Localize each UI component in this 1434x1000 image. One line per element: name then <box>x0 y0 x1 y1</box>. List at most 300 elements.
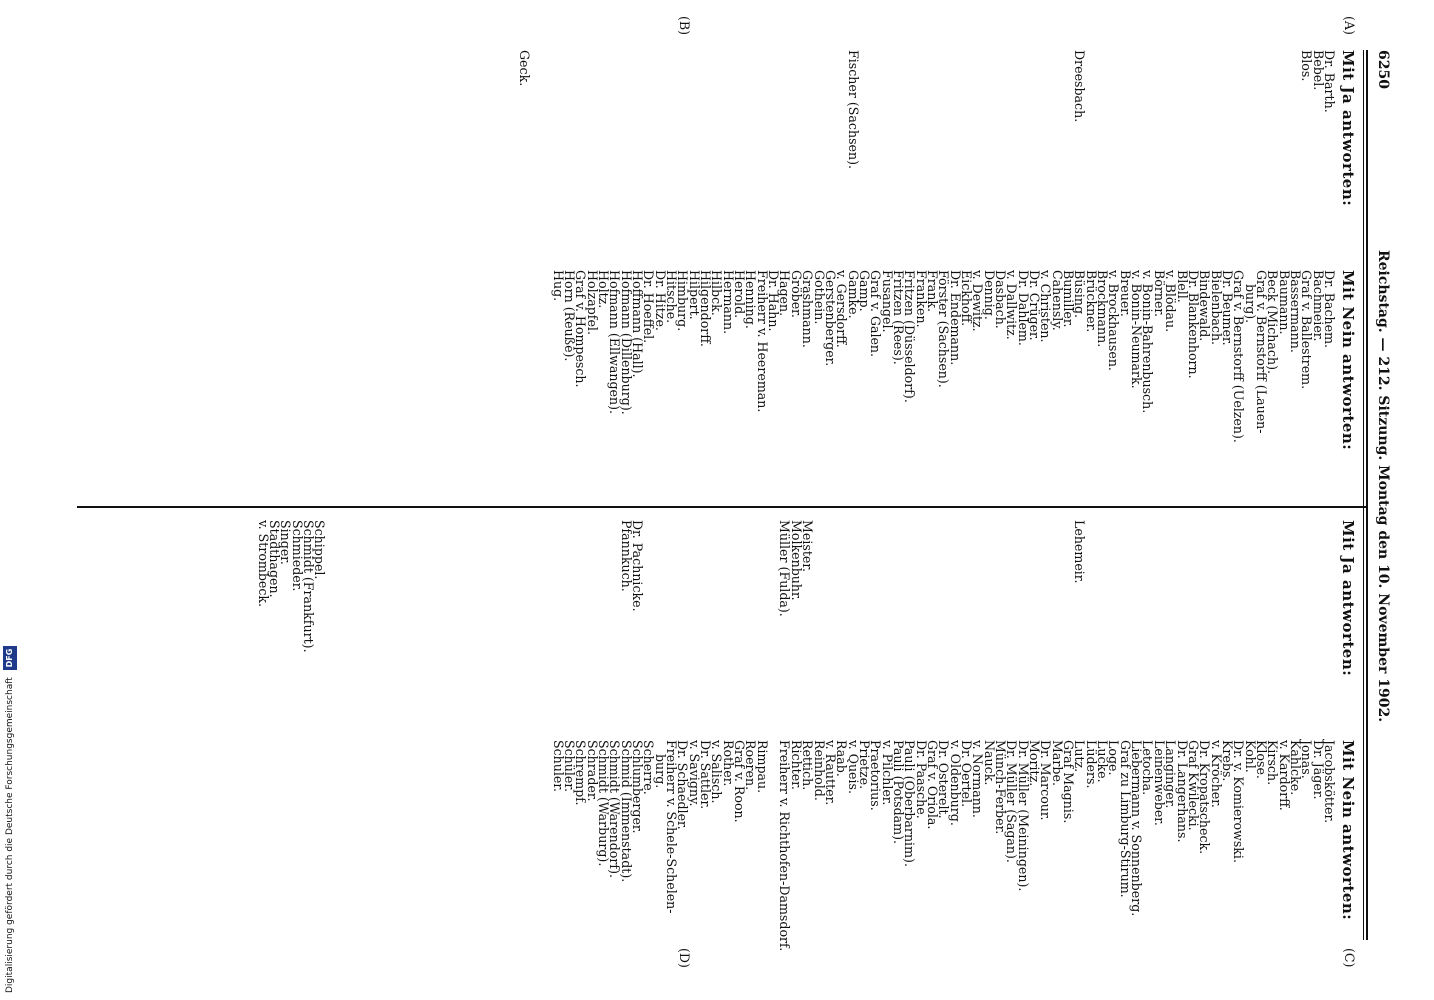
right-nein-name-entry: Graf zu Limburg-Stirum. <box>1117 740 1133 898</box>
left-nein-name-entry: Dr. Hitze. <box>652 270 668 331</box>
right-nein-name-entry: Freiherr v. Schele-Schelen- <box>664 740 680 914</box>
right-ja-name-entry <box>836 520 847 653</box>
right-nein-name-entry: Marbe. <box>1049 740 1065 786</box>
right-nein-name-entry: Loge. <box>1106 740 1122 776</box>
right-ja-name-entry <box>1154 520 1165 653</box>
right-nein-name-entry: Freiherr v. Richthofen-Damsdorf. <box>777 740 793 952</box>
left-nein-name-entry: Fritzen (Rees). <box>890 270 906 365</box>
left-ja-name-entry <box>768 50 779 169</box>
right-nein-name-entry: Dr. Schaedler. <box>675 740 691 830</box>
left-ja-name-entry <box>541 50 552 169</box>
right-nein-name-entry: Graf Kwilecki. <box>1185 740 1201 831</box>
right-ja-name-entry <box>496 520 507 653</box>
right-ja-name-entry <box>1267 520 1278 653</box>
left-ja-name-entry <box>1233 50 1244 169</box>
right-nein-name-entry: Schmidt (Warburg). <box>596 740 611 867</box>
right-nein-name-entry: Leinenweber. <box>1151 740 1167 826</box>
left-nein-name-entry: Dr. Hahn. <box>766 270 782 332</box>
left-ja-name-entry <box>1029 50 1040 169</box>
left-nein-name-entry: Dr. Dahlem. <box>1015 270 1031 346</box>
right-ja-name-entry <box>382 520 393 653</box>
left-nein-name-entry: Hug. <box>550 270 566 302</box>
left-ja-name-entry <box>654 50 665 169</box>
left-ja-name-entry <box>915 50 926 169</box>
left-ja-name-entry <box>870 50 881 169</box>
right-nein-name-entry: burg. <box>652 754 668 789</box>
left-ja-name-entry: Geck. <box>516 50 532 87</box>
right-nein-name-entry: Dr. Müller (Meiningen). <box>1015 740 1031 892</box>
right-nein-name-entry: Dr. Marcour. <box>1038 740 1054 821</box>
left-nein-name-entry: Gamp. <box>856 270 872 312</box>
right-nein-name-entry: Lutz. <box>1072 740 1088 773</box>
left-ja-name-entry <box>972 50 983 169</box>
right-nein-name-entry: Kahlcke. <box>1287 740 1303 796</box>
left-ja-name-entry <box>802 50 813 169</box>
left-nein-name-entry: Börner. <box>1151 270 1167 318</box>
left-nein-name-entry: Hitsche. <box>664 270 680 324</box>
left-ja-name-entry <box>552 50 563 169</box>
right-nein-name-entry: v. Savigny. <box>686 740 702 807</box>
left-nein-name-entry: Dr. Blankenhorn. <box>1185 270 1201 379</box>
right-ja-name-entry: Lehemeir. <box>1072 520 1088 584</box>
right-ja-name-entry <box>915 520 926 653</box>
right-nein-name-entry: v. Pilchler. <box>879 740 895 806</box>
right-ja-name-entry <box>1312 520 1323 653</box>
right-nein-name-entry: Schrempf. <box>573 740 589 806</box>
left-ja-name-entry <box>1119 50 1130 169</box>
right-ja-name-entry <box>1165 520 1176 653</box>
right-ja-name-entry <box>1051 520 1062 653</box>
right-nein-name-entry: Lucke. <box>1095 740 1111 783</box>
right-ja-name-entry <box>507 520 518 653</box>
right-ja-name-entry <box>530 520 541 653</box>
header-rule <box>1366 50 1368 940</box>
right-nein-name-entry: Reinhold. <box>811 740 827 801</box>
right-nein-name-entry: Rother. <box>720 740 736 787</box>
left-ja-name-entry <box>1154 50 1165 169</box>
right-ja-name-entry <box>756 520 767 653</box>
left-ja-name-entry <box>677 50 688 169</box>
left-nein-name-entry: Brockmann. <box>1095 270 1111 348</box>
left-nein-name-entry: Brückner. <box>1083 270 1099 333</box>
left-nein-name-entry: Franken. <box>913 270 929 328</box>
left-nein-name-entry: Hermann. <box>720 270 736 335</box>
right-nein-name-entry: Langinger. <box>1163 740 1179 809</box>
left-nein-name-entry: Dr. Hoeffel. <box>641 270 657 344</box>
right-nein-name-entry: Prietze. <box>856 740 872 790</box>
right-ja-name-entry <box>371 520 382 653</box>
right-nein-name-entry: Pauli (Oberbarnim). <box>902 740 918 867</box>
right-nein-name-entry: Schuler. <box>550 740 566 793</box>
left-nein-name-entry: Graf v. Galen. <box>868 270 884 358</box>
right-ja-name-entry <box>439 520 450 653</box>
right-ja-name-entry <box>1188 520 1199 653</box>
right-ja-name-entry: Schmidt (Frankfurt). <box>301 520 317 653</box>
left-nein-name-entry: Dasbach. <box>993 270 1009 329</box>
left-ja-name-entry <box>825 50 836 169</box>
right-ja-name-entry <box>518 520 529 653</box>
left-ja-name-entry <box>722 50 733 169</box>
right-ja-name-entry: Pfannkuch. <box>618 520 634 592</box>
right-ja-name-entry <box>1324 520 1335 653</box>
left-ja-name-entry: Dr. Barth. <box>1322 50 1337 113</box>
left-nein-name-entry: Bumiller. <box>1061 270 1077 328</box>
column-divider <box>77 506 1367 508</box>
left-ja-name-entry <box>791 50 802 169</box>
right-nein-name-entry: v. Kardorff. <box>1276 740 1292 811</box>
left-nein-name-entry: Förster (Sachsen). <box>936 270 952 388</box>
left-ja-name-entry <box>564 50 575 169</box>
left-nein-name-entry: Bielenbach. <box>1208 270 1224 346</box>
right-nein-name-entry: v. Salisch. <box>709 740 725 804</box>
right-nein-name-entry: Schmidt (Warendorf). <box>607 740 623 878</box>
right-ja-name-entry <box>564 520 575 653</box>
right-ja-name-entry <box>983 520 994 653</box>
left-nein-name-entry: Hofmann (Ellwangen). <box>607 270 623 415</box>
right-ja-name-entry <box>722 520 733 653</box>
right-nein-name-entry: v. Rautter. <box>822 740 838 806</box>
right-ja-name-entry <box>1040 520 1051 653</box>
left-nein-name-entry: Cahensly. <box>1049 270 1065 331</box>
right-nein-name-entry: Richter. <box>788 740 804 790</box>
left-nein-name-entry: Eickhoff. <box>959 270 974 327</box>
right-ja-name-entry: Schmieder. <box>289 520 305 592</box>
right-nein-name-entry: Rimpau. <box>754 740 770 794</box>
right-nein-name-entry: Roeren. <box>743 740 759 791</box>
right-ja-name-entry <box>598 520 609 653</box>
left-ja-name-entry <box>620 50 631 169</box>
right-ja-name-entry <box>473 520 484 653</box>
left-nein-name-entry: Beck (Michach). <box>1265 270 1281 374</box>
left-ja-name-entry <box>666 50 677 169</box>
right-nein-heading: Mit Nein antworten: <box>1339 740 1357 921</box>
right-ja-name-entry <box>1006 520 1017 653</box>
right-ja-name-entry <box>1029 520 1040 653</box>
right-ja-name-entry <box>1119 520 1130 653</box>
left-nein-name-entry: v. Bonin-Neumark. <box>1129 270 1145 389</box>
right-ja-name-entry <box>428 520 439 653</box>
right-nein-name-entry: Dr. Jäger. <box>1310 740 1326 800</box>
left-nein-name-entry: v. Christen. <box>1038 270 1054 343</box>
left-ja-name-entry <box>904 50 915 169</box>
left-ja-name-entry <box>1085 50 1096 169</box>
left-ja-name-entry <box>1165 50 1176 169</box>
left-nein-name-entry: v. Brockhausen. <box>1106 270 1122 371</box>
right-nein-name-entry: Liebermann v. Sonnenberg. <box>1129 740 1145 917</box>
right-ja-name-entry <box>949 520 960 653</box>
right-ja-name-entry <box>700 520 711 653</box>
right-ja-name-entry <box>927 520 938 653</box>
right-nein-name-entry: Schrader. <box>584 740 600 802</box>
right-ja-name-entry <box>745 520 756 653</box>
right-ja-name-entry <box>462 520 473 653</box>
left-ja-name-entry <box>1142 50 1153 169</box>
left-nein-name-entry: Bachmeier. <box>1310 270 1326 342</box>
left-ja-name-entry <box>1006 50 1017 169</box>
left-ja-name-entry <box>632 50 643 169</box>
left-ja-list <box>518 50 1335 169</box>
left-nein-name-entry: Hoffmann (Hall). <box>630 270 646 378</box>
margin-marker-a: (A) <box>1342 16 1357 35</box>
left-nein-name-entry: v. Blödau. <box>1163 270 1179 333</box>
right-ja-name-entry <box>1131 520 1142 653</box>
right-ja-name-entry: Schippel. <box>312 520 328 580</box>
right-nein-name-entry: Raab. <box>834 740 850 777</box>
left-ja-name-entry <box>575 50 586 169</box>
left-ja-heading: Mit Ja antworten: <box>1339 50 1357 207</box>
right-ja-name-entry <box>847 520 858 653</box>
left-nein-name-entry: Herold. <box>732 270 748 319</box>
left-nein-name-entry: Fritzen (Düsseldorf). <box>902 270 918 403</box>
right-ja-name-entry <box>893 520 904 653</box>
right-nein-name-entry: Dr. Müller (Sagan). <box>1004 740 1020 863</box>
right-ja-name-entry <box>1176 520 1187 653</box>
right-nein-name-entry: Rettich. <box>800 740 816 791</box>
left-ja-name-entry <box>1040 50 1051 169</box>
page-number: 6250 <box>1375 50 1391 89</box>
right-ja-name-entry <box>938 520 949 653</box>
right-ja-name-entry <box>688 520 699 653</box>
left-ja-name-entry <box>1210 50 1221 169</box>
right-nein-name-entry: Graf v. Roon. <box>732 740 748 823</box>
left-nein-name-entry: Hilbck. <box>709 270 725 316</box>
right-nein-name-entry: Kirsch. <box>1265 740 1281 786</box>
left-nein-name-entry: Hilpert. <box>686 270 702 320</box>
left-nein-name-entry: Gröber. <box>788 270 804 318</box>
left-nein-name-entry: Bindewald. <box>1197 270 1213 342</box>
left-ja-name-entry <box>938 50 949 169</box>
left-nein-name-entry: Horn (Reuße). <box>561 270 577 362</box>
left-nein-name-entry: v. Dallwitz. <box>1004 270 1020 340</box>
right-ja-name-entry <box>1097 520 1108 653</box>
right-nein-name-entry: Dr. Oertel. <box>959 740 974 808</box>
right-nein-name-entry: Moritz. <box>1027 740 1043 787</box>
left-nein-name-entry: Graf v. Bernstorff (Lauen- <box>1253 270 1269 434</box>
left-ja-name-entry <box>1017 50 1028 169</box>
right-nein-name-entry: Münch-Ferber. <box>993 740 1009 835</box>
right-ja-name-entry <box>711 520 722 653</box>
right-nein-name-entry: Krebs. <box>1219 740 1235 782</box>
right-ja-name-entry: Meister. <box>800 520 816 572</box>
left-nein-name-entry: Bassermann. <box>1287 270 1303 353</box>
right-ja-name-entry <box>870 520 881 653</box>
left-nein-name-entry: Graf v. Bernstorff (Uelzen). <box>1231 270 1247 443</box>
right-ja-name-entry <box>325 520 336 653</box>
right-ja-name-entry <box>1278 520 1289 653</box>
left-ja-name-entry <box>756 50 767 169</box>
left-nein-name-entry: Breuer. <box>1117 270 1133 317</box>
right-ja-name-entry <box>677 520 688 653</box>
right-nein-name-entry: Dr. v. Komierowski. <box>1231 740 1247 863</box>
left-ja-name-entry <box>927 50 938 169</box>
left-nein-name-entry: Gamke. <box>845 270 861 319</box>
right-nein-name-entry: Schlumberger. <box>630 740 646 834</box>
left-ja-name-entry <box>1256 50 1267 169</box>
right-ja-name-entry <box>904 520 915 653</box>
right-ja-name-entry <box>1085 520 1096 653</box>
right-ja-name-entry: v. Strombeck. <box>255 520 271 608</box>
digitization-credit <box>3 613 17 993</box>
left-nein-name-entry: Grashmann. <box>800 270 816 348</box>
left-ja-name-entry <box>734 50 745 169</box>
right-ja-name-entry <box>881 520 892 653</box>
left-nein-name-entry: Hofmann (Dillenburg). <box>618 270 634 415</box>
right-nein-name-entry: Pauli (Potsdam). <box>890 740 906 844</box>
right-nein-name-entry: Dr. Kropatscheck. <box>1197 740 1213 855</box>
left-ja-name-entry <box>598 50 609 169</box>
right-ja-name-entry <box>1244 520 1255 653</box>
right-ja-name-entry: Singer. <box>278 520 294 565</box>
left-ja-name-entry <box>745 50 756 169</box>
right-nein-name-entry: Nauck. <box>981 740 997 786</box>
right-ja-name-entry: Molkenbuhr. <box>788 520 804 601</box>
left-ja-name-entry <box>983 50 994 169</box>
right-ja-name-entry <box>484 520 495 653</box>
left-nein-name-entry: burg). <box>1242 284 1258 324</box>
credit-text: Digitalisierung gefördert durch die Deutsche Forschungsgemeinschaft <box>5 677 15 993</box>
right-ja-name-entry <box>1017 520 1028 653</box>
right-nein-name-entry: Dr. Paasche. <box>913 740 929 819</box>
left-ja-name-entry <box>700 50 711 169</box>
left-ja-name-entry: Blos. <box>1299 50 1315 82</box>
right-ja-name-entry <box>1233 520 1244 653</box>
left-ja-name-entry: Fischer (Sachsen). <box>845 50 861 170</box>
left-nein-name-entry: v. Bonin-Bahrenbusch. <box>1140 270 1156 414</box>
right-ja-name-entry <box>575 520 586 653</box>
left-nein-name-entry: Dennig. <box>981 270 997 320</box>
left-nein-name-entry: Baumann. <box>1276 270 1292 335</box>
right-nein-name-entry: Dr. Sattler. <box>698 740 714 810</box>
right-nein-name-entry: Klose. <box>1253 740 1269 779</box>
right-ja-name-entry <box>961 520 972 653</box>
right-ja-name-entry <box>1199 520 1210 653</box>
right-ja-list <box>257 520 1335 653</box>
right-ja-name-entry <box>734 520 745 653</box>
right-nein-name-entry: Jonas. <box>1299 740 1315 779</box>
left-nein-name-entry: Henning. <box>743 270 759 329</box>
left-ja-name-entry: Dreesbach. <box>1072 50 1088 123</box>
left-nein-name-entry: v. Gersdorff. <box>834 270 850 348</box>
margin-marker-c: (C) <box>1342 948 1357 968</box>
right-nein-name-entry: Graf v. Oriola. <box>924 740 940 830</box>
right-ja-name-entry <box>1256 520 1267 653</box>
left-ja-name-entry <box>1244 50 1255 169</box>
left-ja-name-entry <box>813 50 824 169</box>
left-nein-heading: Mit Nein antworten: <box>1339 270 1357 451</box>
page-title: Reichstag. — 212. Sitzung. Montag den 10. November 1902. <box>1375 250 1391 723</box>
left-ja-name-entry <box>1097 50 1108 169</box>
left-nein-list <box>552 270 1335 443</box>
right-nein-name-entry: Dr. Osterelt. <box>936 740 952 819</box>
left-ja-name-entry <box>609 50 620 169</box>
right-nein-name-entry: v. Oldenburg. <box>947 740 963 826</box>
right-ja-name-entry <box>825 520 836 653</box>
left-nein-name-entry: Büsing. <box>1072 270 1088 319</box>
left-ja-name-entry <box>1051 50 1062 169</box>
right-ja-name-entry <box>393 520 404 653</box>
left-ja-name-entry <box>1267 50 1278 169</box>
left-nein-name-entry: Frank. <box>924 270 940 313</box>
left-nein-name-entry: Freiherr v. Heereman. <box>754 270 770 413</box>
right-nein-name-entry: Dr. Langerhans. <box>1174 740 1190 843</box>
left-nein-name-entry: Gothein. <box>811 270 827 325</box>
right-nein-name-entry: Lüders. <box>1083 740 1099 789</box>
left-ja-name-entry <box>1199 50 1210 169</box>
right-ja-name-entry <box>405 520 416 653</box>
left-ja-name-entry <box>1278 50 1289 169</box>
margin-marker-d: (D) <box>677 948 692 968</box>
left-ja-name-entry <box>1131 50 1142 169</box>
right-ja-name-entry: Müller (Fulda). <box>777 520 793 617</box>
left-nein-name-entry: v. Dewitz. <box>970 270 986 332</box>
right-ja-name-entry <box>859 520 870 653</box>
right-nein-name-entry: Letocha. <box>1140 740 1156 796</box>
right-ja-name-entry <box>972 520 983 653</box>
left-nein-name-entry: Holtz. <box>596 270 611 309</box>
right-ja-name-entry <box>586 520 597 653</box>
left-nein-name-entry: Graf v. Hompesch. <box>573 270 589 388</box>
right-nein-list <box>552 740 1335 951</box>
right-ja-name-entry <box>416 520 427 653</box>
right-nein-name-entry: Schmid (Immenstadt). <box>618 740 634 883</box>
left-ja-name-entry <box>711 50 722 169</box>
left-nein-name-entry: Graf v. Ballestrem. <box>1299 270 1315 390</box>
left-ja-name-entry <box>643 50 654 169</box>
left-ja-name-entry <box>1176 50 1187 169</box>
right-nein-name-entry: Graf Magnis. <box>1061 740 1077 824</box>
right-ja-name-entry <box>654 520 665 653</box>
left-ja-name-entry <box>688 50 699 169</box>
left-ja-name-entry <box>1222 50 1233 169</box>
right-ja-name-entry <box>337 520 348 653</box>
right-nein-name-entry: Schüler. <box>561 740 577 793</box>
left-ja-name-entry <box>1188 50 1199 169</box>
right-ja-name-entry <box>541 520 552 653</box>
right-nein-name-entry: Praetorius. <box>868 740 884 811</box>
right-ja-name-entry <box>1108 520 1119 653</box>
right-nein-name-entry: v. Queis. <box>845 740 861 795</box>
right-ja-name-entry <box>1222 520 1233 653</box>
right-nein-name-entry: Kohl. <box>1242 740 1258 773</box>
left-nein-name-entry: Hilgendorff. <box>698 270 714 347</box>
left-nein-name-entry: Blell. <box>1174 270 1190 303</box>
left-nein-name-entry: Hagen. <box>777 270 793 317</box>
left-ja-name-entry: Bebel. <box>1310 50 1326 91</box>
left-ja-name-entry <box>1108 50 1119 169</box>
left-nein-name-entry: Dr. Beumer. <box>1219 270 1235 346</box>
dfg-logo: DFG <box>3 646 17 671</box>
right-nein-name-entry: Scherre. <box>641 740 657 795</box>
left-nein-name-entry: Dr. Endemann. <box>947 270 963 366</box>
left-nein-name-entry: Dr. Crüger. <box>1027 270 1043 341</box>
left-ja-name-entry <box>961 50 972 169</box>
right-ja-name-entry <box>450 520 461 653</box>
right-ja-name-entry <box>348 520 359 653</box>
right-ja-name-entry <box>1142 520 1153 653</box>
right-ja-name-entry <box>1210 520 1221 653</box>
left-nein-name-entry: Fusangel. <box>879 270 895 333</box>
left-ja-name-entry <box>881 50 892 169</box>
right-ja-name-entry: Stadthagen. <box>267 520 283 598</box>
left-ja-name-entry <box>779 50 790 169</box>
right-nein-name-entry: v. Kröcher. <box>1208 740 1224 808</box>
left-nein-name-entry: Gerstenberger. <box>822 270 838 367</box>
right-ja-name-entry: Dr. Pachnicke. <box>630 520 646 612</box>
left-nein-name-entry: Holzapfel. <box>584 270 600 335</box>
left-nein-name-entry: Dr. Bachem. <box>1322 270 1337 349</box>
right-nein-name-entry: Jacobskötter. <box>1322 740 1337 824</box>
right-ja-name-entry <box>666 520 677 653</box>
